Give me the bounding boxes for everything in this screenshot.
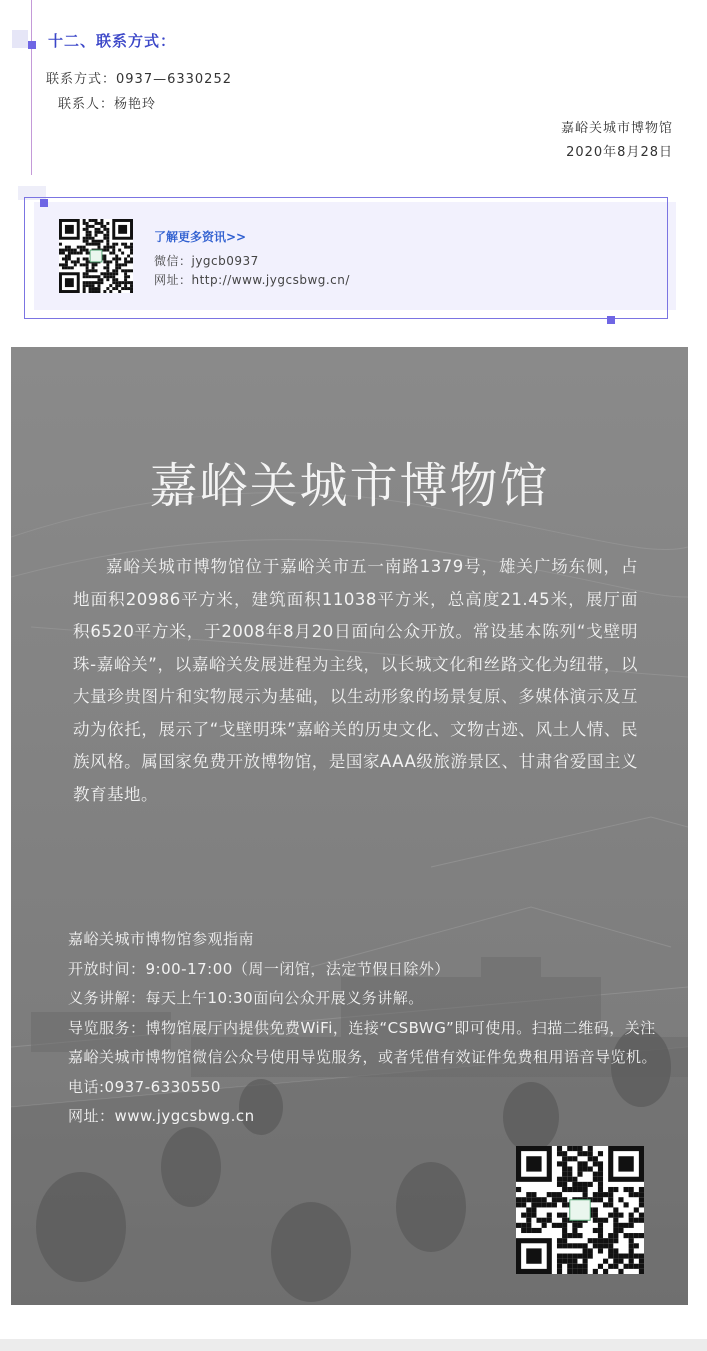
guide-tour: 义务讲解：每天上午10:30面向公众开展义务讲解。: [68, 989, 424, 1007]
museum-poster: [11, 347, 688, 1305]
guide-website: 网址：www.jygcsbwg.cn: [68, 1107, 255, 1125]
guide-hours: 开放时间：9:00-17:00（周一闭馆，法定节假日除外）: [68, 959, 450, 978]
contact-phone: 联系方式：0937—6330252: [46, 72, 232, 87]
publish-date: 2020年8月28日: [566, 145, 673, 160]
title-decoration-square: [28, 41, 36, 49]
more-info-link[interactable]: 了解更多资讯>>: [154, 230, 247, 244]
qr-code-icon[interactable]: [516, 1146, 644, 1274]
card-corner-square: [40, 199, 48, 207]
contact-person: 联系人：杨艳玲: [58, 97, 157, 112]
guide-title: 嘉峪关城市博物馆参观指南: [68, 930, 255, 948]
timeline-line: [31, 0, 32, 175]
card-corner-square: [607, 316, 615, 324]
org-name: 嘉峪关城市博物馆: [560, 121, 673, 136]
title-decoration-light: [12, 30, 28, 48]
section-title: 十二、联系方式：: [48, 32, 177, 50]
qr-code-icon[interactable]: [59, 219, 133, 293]
visit-guide: [68, 925, 668, 1132]
guide-phone: 电话:0937-6330550: [68, 1077, 221, 1096]
poster-title: 嘉峪关城市博物馆: [149, 458, 550, 514]
wechat-id: 微信：jygcb0937: [154, 254, 259, 268]
museum-description: 嘉峪关城市博物馆位于嘉峪关市五一南路1379号，雄关广场东侧，占地面积20986平方米，建筑面积11038平方米，总高度21.45米，展厅面积6520平方米，于2008年8月20日面向公众开放。常设基本陈列“戈壁明珠-嘉峪关”，以嘉峪关发展进程为主线，以长城文化和丝路文化为纽带，以大量珍贵图片和实物展示为基础，以生动形象的场景复原、多媒体演示及互动为依托，展示了“戈壁明珠”嘉峪关的历史文化、文物古迹、风土人情、民族风格。属国家免费开放博物馆，是国家AAA级旅游景区、甘肃省爱国主义教育基地。: [73, 557, 638, 804]
guide-service: 导览服务：博物馆展厅内提供免费WiFi，连接“CSBWG”即可使用。扫描二维码，关注嘉峪关城市博物馆微信公众号使用导览服务，或者凭借有效证件免费租用语音导览机。: [68, 1018, 658, 1066]
qr-code-graphic: [516, 1146, 644, 1274]
bottom-divider: [0, 1339, 707, 1351]
website-url[interactable]: 网址：http://www.jygcsbwg.cn/: [154, 273, 350, 287]
qr-code-graphic: [59, 219, 133, 293]
